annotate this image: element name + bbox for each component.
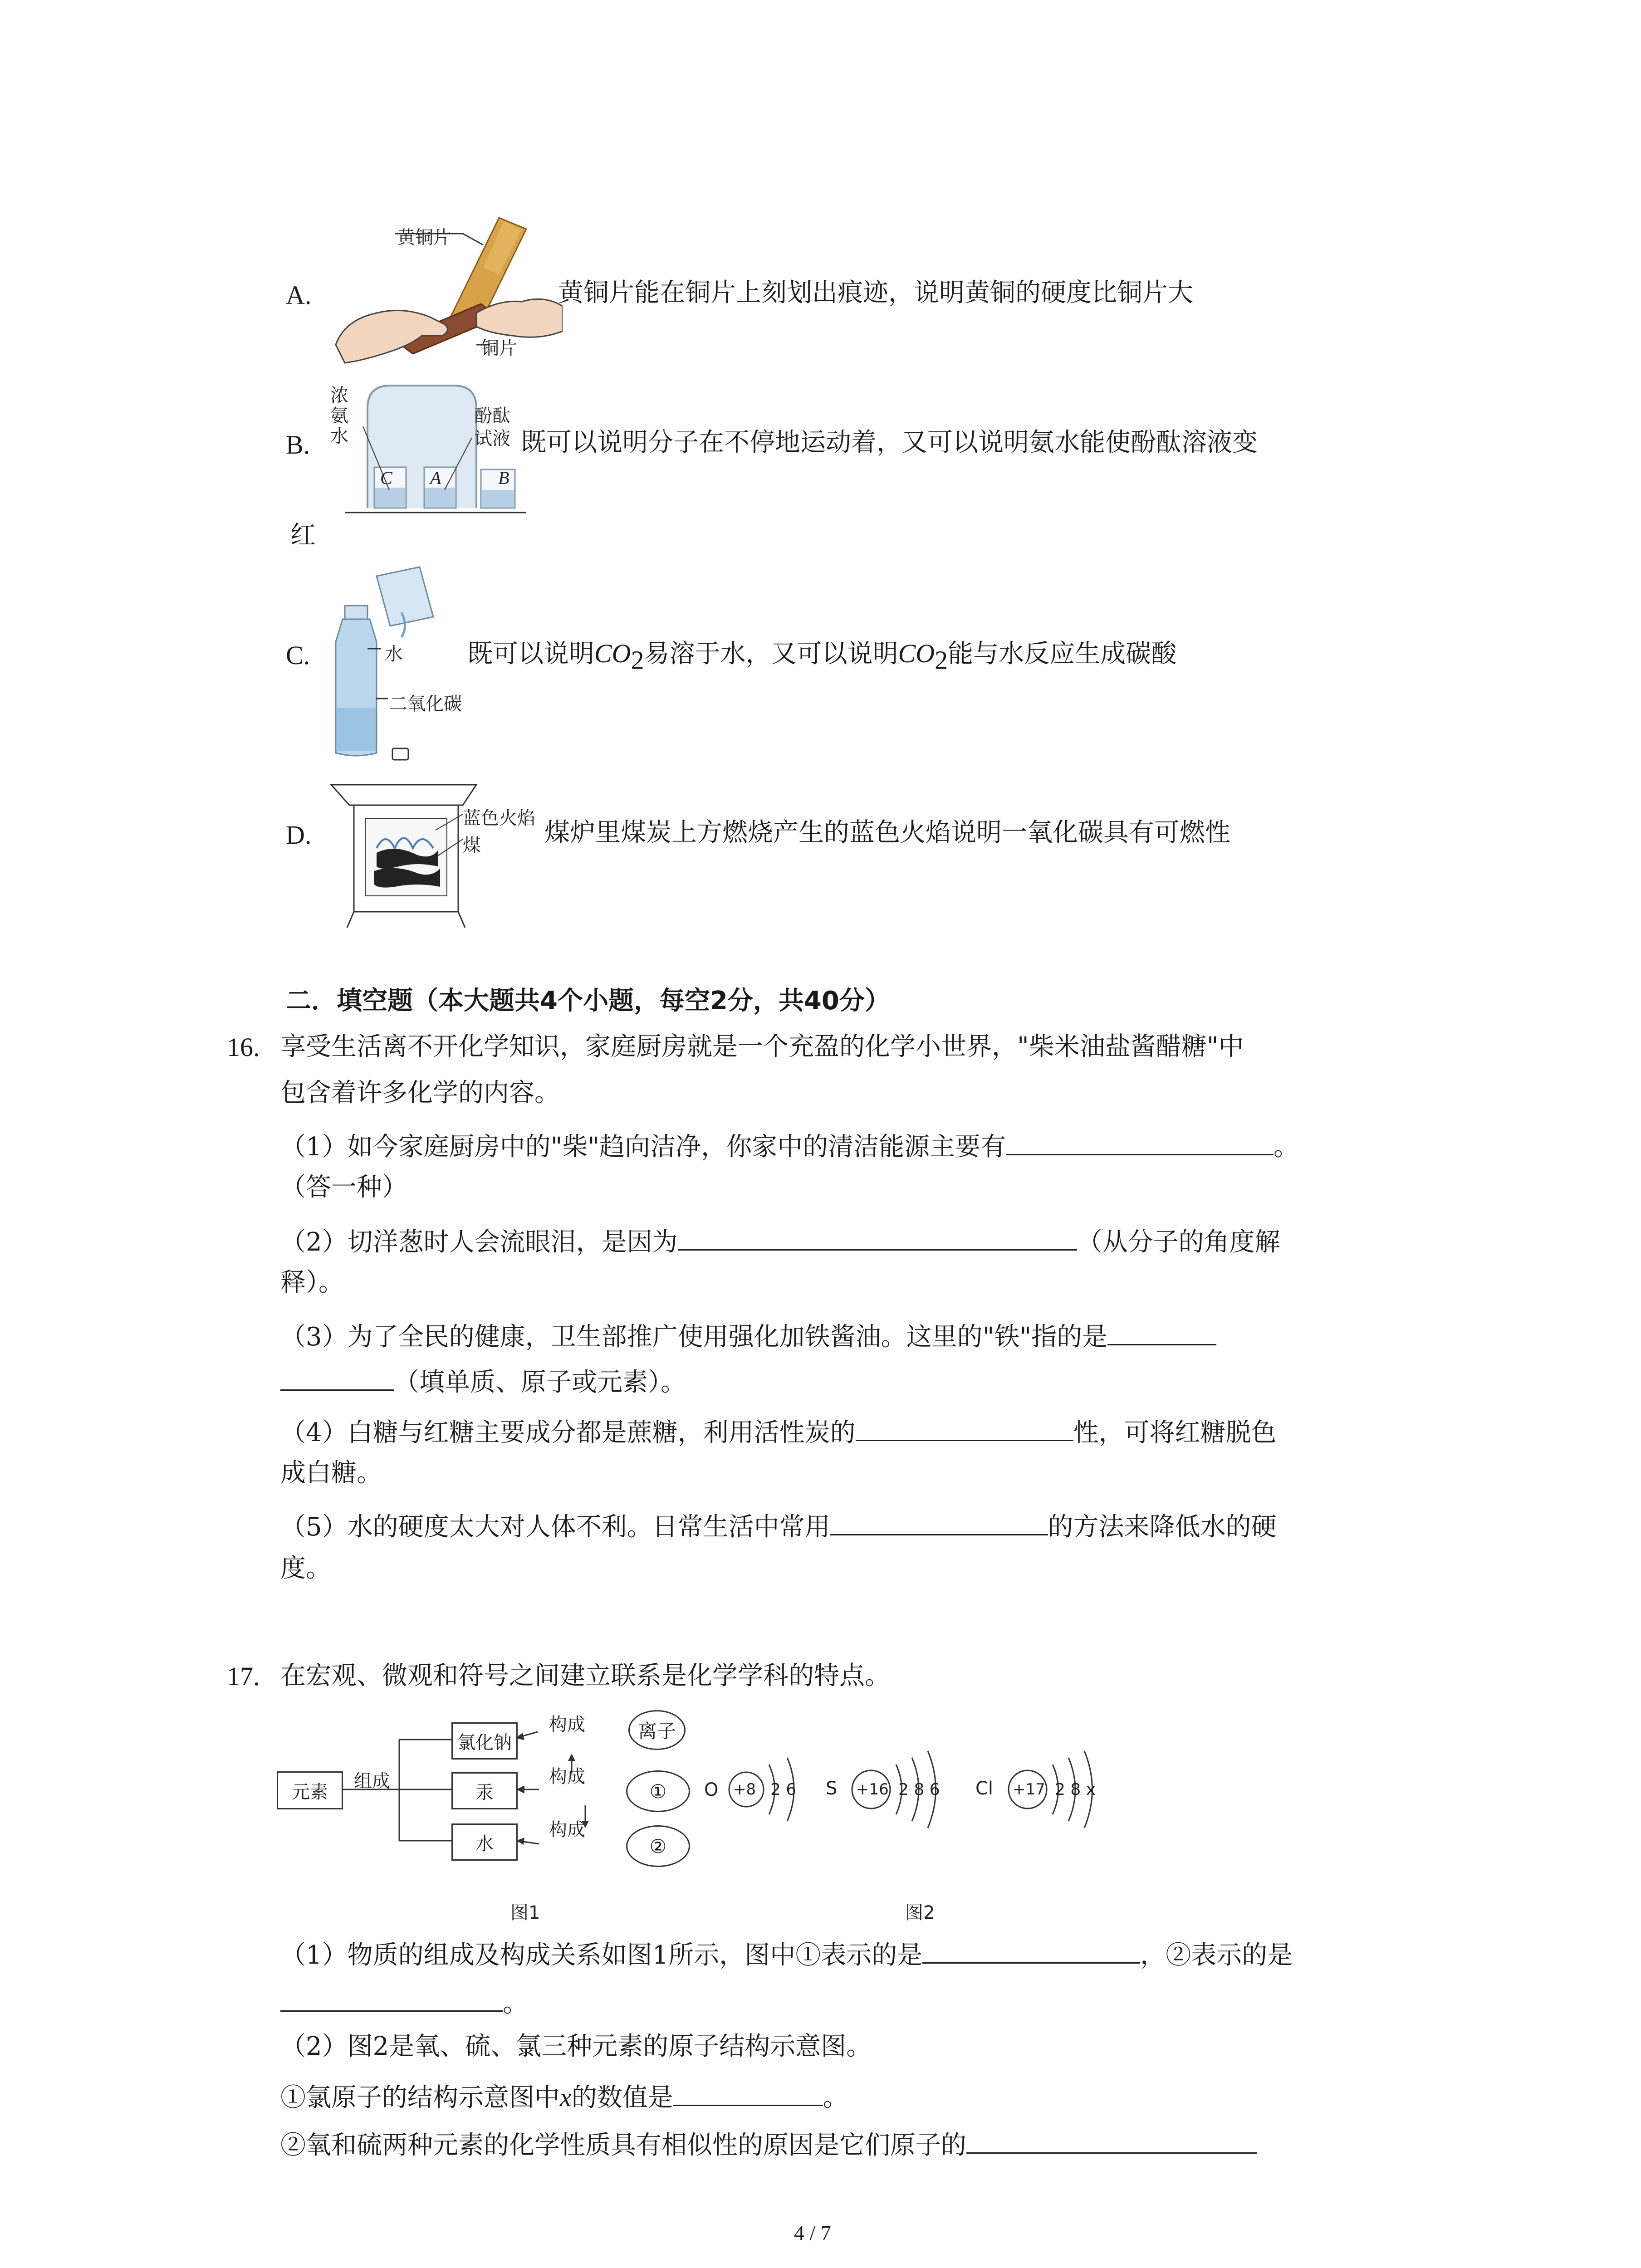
ion-ellipse: 离子 xyxy=(628,1710,686,1750)
option-d-letter: D. xyxy=(286,820,312,850)
compose-label: 组成 xyxy=(354,1771,390,1792)
q16-part4-wrap: 成白糖。 xyxy=(280,1458,382,1488)
circle-1-ellipse: ① xyxy=(626,1770,690,1812)
phenol-label-2: 试液 xyxy=(474,428,510,449)
build-label-3: 构成 xyxy=(549,1819,585,1840)
q16-stem-line1: 享受生活离不开化学知识，家庭厨房就是一个充盈的化学小世界，"柴米油盐酱醋糖"中 xyxy=(280,1032,1244,1061)
q16-number: 16. xyxy=(227,1032,260,1062)
q17-blank-3[interactable] xyxy=(673,2082,823,2106)
option-b-letter: B. xyxy=(286,430,310,459)
co2-label: 二氧化碳 xyxy=(389,694,462,714)
atom-cl-nucleus: +17 xyxy=(1013,1780,1045,1799)
q16-part3: （3）为了全民的健康，卫生部推广使用强化加铁酱油。这里的"铁"指的是 xyxy=(280,1321,1216,1350)
q16-part1-note: （答一种） xyxy=(280,1173,407,1202)
water-box: 水 xyxy=(451,1823,518,1861)
q16-part3-wrap: （填单质、原子或元素）。 xyxy=(280,1367,686,1395)
q17-blank-4[interactable] xyxy=(966,2130,1257,2154)
option-d-statement: 煤炉里煤炭上方燃烧产生的蓝色火焰说明一氧化碳具有可燃性 xyxy=(544,818,1230,847)
q17-number: 17. xyxy=(227,1662,260,1691)
water-label: 水 xyxy=(385,644,403,665)
option-a-statement: 黄铜片能在铜片上刻划出痕迹，说明黄铜的硬度比铜片大 xyxy=(558,278,1193,308)
option-c-letter: C. xyxy=(286,640,310,670)
q16-part1: （1）如今家庭厨房中的"柴"趋向洁净，你家中的清洁能源主要有 。 xyxy=(280,1132,1299,1162)
co2-bottle-figure xyxy=(322,562,485,762)
option-c-statement: 既可以说明$CO_2$易溶于水，又可以说明$CO_2$能与水反应生成碳酸 xyxy=(467,639,1177,675)
ammonia-label-1: 浓 xyxy=(330,385,348,406)
build-label-2: 构成 xyxy=(549,1766,585,1787)
ammonia-diffusion-figure xyxy=(336,376,526,526)
option-a-letter: A. xyxy=(286,280,312,310)
page-number: 4 / 7 xyxy=(794,2221,831,2244)
q16-part5: （5）水的硬度太大对人体不利。日常生活中常用 的方法来降低水的硬 xyxy=(280,1512,1277,1542)
q16-stem-line2: 包含着许多化学的内容。 xyxy=(280,1078,560,1108)
figure-1-caption: 图1 xyxy=(510,1902,540,1923)
copper-label: 铜片 xyxy=(481,338,517,359)
atom-s-symbol: S xyxy=(826,1778,838,1799)
q17-part2: （2）图2是氧、硫、氯三种元素的原子结构示意图。 xyxy=(280,2032,872,2061)
q17-blank-2[interactable] xyxy=(280,1988,503,2012)
q17-blank-1[interactable] xyxy=(922,1940,1140,1964)
atom-o-symbol: O xyxy=(704,1779,719,1800)
q16-part5-wrap: 度。 xyxy=(280,1554,331,1583)
ammonia-label-3: 水 xyxy=(330,426,348,447)
atom-cl-shells: 2 8 x xyxy=(1055,1780,1096,1799)
beaker-b-label: B xyxy=(498,468,509,488)
atom-cl-symbol: Cl xyxy=(975,1778,994,1799)
q16-blank-3b[interactable] xyxy=(280,1367,394,1391)
section-heading: 二．填空题（本大题共4个小题，每空2分，共40分） xyxy=(286,986,890,1016)
q17-stem: 在宏观、微观和符号之间建立联系是化学学科的特点。 xyxy=(280,1661,890,1691)
q16-blank-4[interactable] xyxy=(856,1417,1073,1441)
q16-part2: （2）切洋葱时人会流眼泪，是因为 （从分子的角度解 xyxy=(280,1227,1280,1257)
q17-part1: （1）物质的组成及构成关系如图1所示，图中①表示的是 ，②表示的是 xyxy=(280,1941,1293,1970)
build-label-1: 构成 xyxy=(549,1714,585,1735)
q16-part4: （4）白糖与红糖主要成分都是蔗糖，利用活性炭的 性，可将红糖脱色 xyxy=(280,1418,1277,1447)
flame-label: 蓝色火焰 xyxy=(463,808,535,829)
figure-2-caption: 图2 xyxy=(905,1902,935,1923)
atom-o-nucleus: +8 xyxy=(733,1780,756,1799)
ammonia-label-2: 氨 xyxy=(330,406,348,426)
phenol-label-1: 酚酞 xyxy=(474,406,510,426)
circle-2-ellipse: ② xyxy=(626,1825,690,1867)
q17-part1-wrap: 。 xyxy=(280,1988,528,2016)
q16-blank-2[interactable] xyxy=(678,1227,1077,1251)
brass-label: 黄铜片 xyxy=(397,227,451,248)
coal-label: 煤 xyxy=(463,835,481,856)
nacl-box: 氯化钠 xyxy=(451,1722,518,1760)
q17-part2-1: ①氯原子的结构示意图中x的数值是 。 xyxy=(280,2082,848,2112)
beaker-a-label: A xyxy=(430,468,441,488)
mercury-box: 汞 xyxy=(451,1772,518,1809)
figure-1-concept-map xyxy=(272,1696,690,1869)
q16-blank-1[interactable] xyxy=(1006,1131,1274,1155)
option-b-statement: 既可以说明分子在不停地运动着，又可以说明氨水能使酚酞溶液变 xyxy=(521,428,1258,457)
atom-s-shells: 2 8 6 xyxy=(898,1780,940,1799)
atom-o-shells: 2 6 xyxy=(770,1780,797,1799)
q16-part2-wrap: 释）。 xyxy=(280,1268,344,1297)
beaker-c-label: C xyxy=(380,468,392,488)
q17-part2-2: ②氧和硫两种元素的化学性质具有相似性的原因是它们原子的 xyxy=(280,2130,1257,2158)
element-box: 元素 xyxy=(277,1771,343,1809)
figure-2-atom-structures xyxy=(694,1715,1148,1860)
q16-blank-3[interactable] xyxy=(1107,1321,1216,1345)
option-b-wrap: 红 xyxy=(290,521,316,550)
atom-s-nucleus: +16 xyxy=(856,1780,889,1799)
q16-blank-5[interactable] xyxy=(830,1511,1048,1535)
